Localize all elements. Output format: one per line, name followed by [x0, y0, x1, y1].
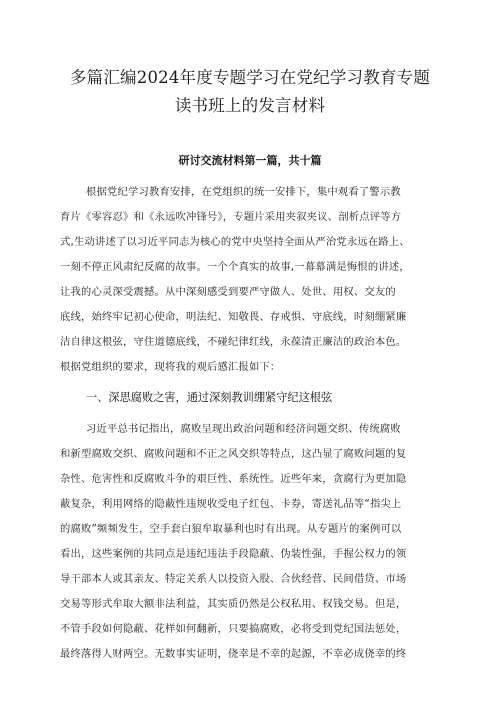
- paragraph-1-line: 育片《零容忍》和《永远吹冲锋号》，专题片采用夹叙夹议、剖析点评等方: [60, 211, 402, 223]
- paragraph-2-line: 最终落得人财两空。无数事实证明，侥幸是不幸的起源，不幸必成侥幸的终: [60, 648, 407, 660]
- paragraph-2-line: 导干部本人或其亲友、特定关系人以投资入股、合伙经营、民间借贷、市场: [60, 573, 407, 585]
- paragraph-2-line: 杂性、危害性和反腐败斗争的艰巨性、系统性。近些年来，贪腐行为更加隐: [60, 473, 407, 485]
- paragraph-1-line: 式,生动讲述了以习近平同志为核心的党中央坚持全面从严治党永远在路上、: [60, 236, 410, 248]
- paragraph-2-line: 和新型腐败交织、腐败问题和不正之风交织等特点，这凸显了腐败问题的复: [60, 448, 407, 460]
- paragraph-1-line: 一刻不停正风肃纪反腐的故事。一个个真实的故事,一幕幕满是悔恨的讲述，: [60, 261, 410, 273]
- paragraph-1-line: 根据党纪学习教育安排，在党组织的统一安排下，集中观看了警示教: [86, 186, 401, 198]
- paragraph-2-line: 的腐败”频频发生，空手套白狼牟取暴利也时有出现。从专题片的案例可以: [60, 523, 402, 535]
- paragraph-1-line: 洁自律这根弦，守住道德底线，不碰纪律红线，永葆清正廉洁的政治本色。: [60, 336, 407, 348]
- document-title-line-1: 多篇汇编2024年度专题学习在党纪学习教育专题: [69, 68, 431, 87]
- document-subtitle: 研讨交流材料第一篇，共十篇: [178, 154, 322, 167]
- paragraph-2-line: 不管手段如何隐蔽、花样如何翻新，只要搞腐败，必将受到党纪国法惩处，: [60, 623, 407, 635]
- section-heading: 一、深思腐败之害，通过深刻教训绷紧守纪这根弦: [86, 391, 333, 404]
- paragraph-1-line: 根据党组织的要求，现将我的观后感汇报如下：: [60, 361, 281, 373]
- paragraph-1-line: 底线，始终牢记初心使命，明法纪、知敬畏、存戒惧、守底线，时刻绷紧廉: [60, 311, 407, 323]
- paragraph-2-line: 交易等形式牟取大额非法利益，其实质仍然是公权私用、权钱交易。但是，: [60, 598, 407, 610]
- document-title-line-2: 读书班上的发言材料: [174, 96, 326, 115]
- paragraph-1-line: 让我的心灵深受震撼。从中深刻感受到要严守做人、处世、用权、交友的: [60, 286, 396, 298]
- paragraph-2-line: 习近平总书记指出，腐败呈现出政治问题和经济问题交织、传统腐败: [86, 423, 401, 435]
- paragraph-2-line: 蔽复杂，利用网络的隐蔽性违规收受电子红包、卡券，寄送礼品等“指尖上: [60, 498, 402, 510]
- paragraph-2-line: 看出，这些案例的共同点是违纪违法手段隐蔽、伪装性强，手握公权力的领: [60, 548, 407, 560]
